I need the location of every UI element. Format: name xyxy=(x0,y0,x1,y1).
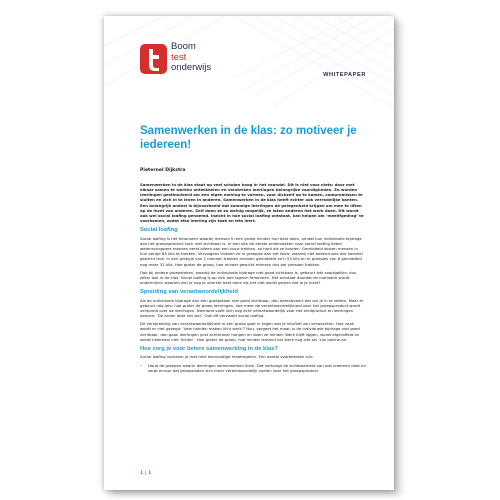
document-sheet xyxy=(104,16,394,490)
intro-paragraph: Samenwerken in de klas staat op veel scholen hoog in het vaandel. Dit is niet voor niets: door met elkaar samen te werken ontwikkelen en versterken leerlingen belangrijke vaardigheden. Zo worden leerlingen gestimuleerd om een eigen mening te vormen, voor dichzelf op te komen, compromissen te sluiten en zich in te leven in anderen. Samenwerken in de klas heeft echter ook verradelijke kanten. Een belangrijk ondeel is bijvoorbeeld dat sommige leerlingen de gelegenheid krijgen om mee te liften op de inzet van anderen. Zelf doen ze zo weinig mogelijk, ze laten anderen het werk doen. Dit wordt ook wel social loafing genoemd. Inzicht in hoe social loafing ontstaat, kan helpen om ‘meelifgedrag’ te voorkomen, zodat elke leerling zijn taak en lets leert. xyxy=(140,182,364,224)
brand-logo xyxy=(140,41,250,74)
boom-logo-icon xyxy=(140,44,167,74)
section-paragraph: Als de individuele bijdrage aan een groepstaak niet goed zichtbaar, dan demotiveert dat om je in te zetten. Maar er gebeurt nóg iets: hoe groter de groep leerlingen, hoe meer de verantwoordelijkheid voor het groepsproduct wordt verspreid over de leerlingen. Niemand voelt zich nog echt verantwoordelijk voor het eindproduct en leerlingen denken: ‘De ander doet het wel.’ Ook dit verzwakt social loafing. xyxy=(140,297,364,319)
bullet-item: • Houd de groepen waarin leerlingen samenwerken klein. Dat verhoogt de zichtbaarheid van wat iedereen doet en zorgt ervoor dat groepsleden zich meer verantwoordelijk voelen voor het groepsproduct. xyxy=(140,363,366,373)
section-paragraph: Ook bij andere groepstaken, waarbij de individuele bijdrage niet goed zichtbaar is, gebeurt iets soortgelijks; dus zeker ook in de klas. Social loafing is op zich een logisch fenomeen. Het ontstaat doordat de motivatie wordt ondermijnd: waarom zou je nog je uiterste best doen als het niet wordt gezien dat je je inzet? xyxy=(140,269,357,285)
section-heading-spreiding: Spreiding van verantwoordelijkheid xyxy=(140,289,238,296)
section-heading-samenwerking: Hoe zorg je voor betere samenwerking in de klas? xyxy=(140,345,278,352)
logo-line-3: onderwijs xyxy=(171,62,212,73)
document-type-label: WHITEPAPER xyxy=(323,72,366,78)
logo-line-2: test xyxy=(171,51,187,63)
section-paragraph: Social loafing voorkom je met hele eenvoudige maatregelen. Een aantal voorbeelden zijn: xyxy=(140,354,314,360)
author-name: Pieternel Dijkstra xyxy=(140,168,186,173)
logo-line-1: Boom xyxy=(171,41,196,52)
logo-wordmark xyxy=(171,42,211,74)
document-title: Samenwerken in de klas: zo motiveer je iedereen! xyxy=(140,125,357,151)
document-body xyxy=(140,182,366,376)
page-number: 1 | 1 xyxy=(140,471,152,476)
section-paragraph: Social loafing is het fenomeen waarbij mensen in een groep minder hun best doen, omdat hun individuele bijdrage aan het groepsproduct toch niet zichtbaar is. In een van de eerste onderzoeken naar social loafing lieten wetenschappers mensen eerst alleen aan een touw trekken, zo hard als ze konden. Gemiddeld wisten mensen in hun eentje 63 kilo te trekken. Vervolgens trokken ze in groepjes aan het touw, waarbij niet bekend was wie hoeveel gewicht trok. In een groepje van 2 mensen trokken mensen gemiddeld zo’n 53 kilo en in groepjes van 8 gemiddeld nog maar 31 kilo. Hoe groter de groep, hoe minder gewicht mensen dus per persoon trokken. xyxy=(140,235,363,267)
section-paragraph: De verspreiding van verantwoordelijkheid in een groep gaat in tegen wat je intuïtief zou verwachten. Hoe vaak wordt er niet gezegd: ‘Vele handen maken licht werk’? Nou, vergeet het maar. Is de individuele bijdrage niet goed zichtbaar, dan gaan leerlingen juist achterover hangen en doen ze minder. Werk blijft liggen, wordt afgeraffeld en wordt helemaal niet ‘lichter’. Hoe groter de groep, hoe minder iemand het werk nog ziet als ‘zijn pakkie-an’. xyxy=(140,321,360,342)
section-heading-social-loafing: Social loafing xyxy=(140,227,178,234)
